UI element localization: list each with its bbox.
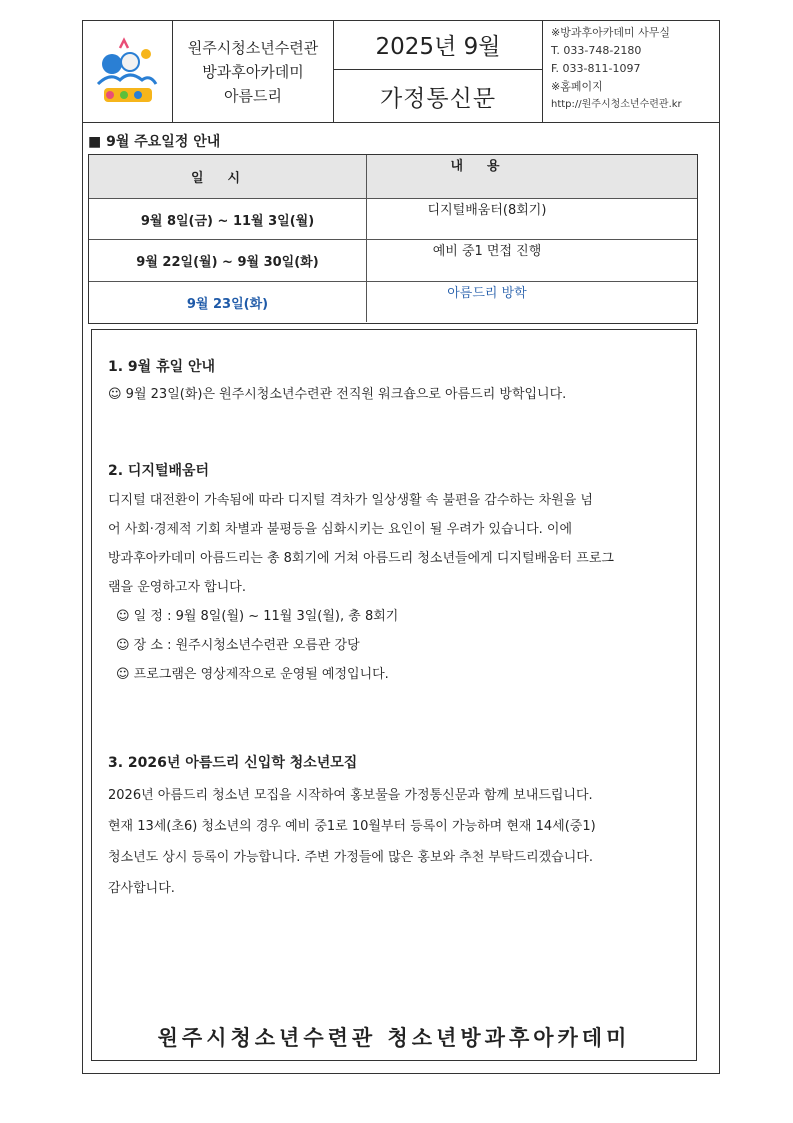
paragraph-line: 디지털 대전환이 가속됨에 따라 디지털 격차가 일상생활 속 불편을 감수하는 차원을 넘 xyxy=(108,493,593,508)
homepage-label: ※홈페이지 xyxy=(551,80,603,93)
section-holiday xyxy=(108,356,688,409)
row-content: 디지털배움터(8회기) xyxy=(427,203,547,218)
issue-date: 2025년 9월 xyxy=(334,20,542,70)
schedule-title: ■ 9월 주요일정 안내 xyxy=(88,134,221,150)
table-row xyxy=(89,199,697,240)
section-heading: 1. 9월 휴일 안내 xyxy=(108,359,216,375)
section-heading: 3. 2026년 아름드리 신입학 청소년모집 xyxy=(108,755,358,771)
notice-body-box xyxy=(91,329,697,1061)
paragraph-line: 청소년도 상시 등록이 가능합니다. 주변 가정들에 많은 홍보와 추천 부탁드리겠습니다. xyxy=(108,850,593,865)
row-date: 9월 22일(월) ~ 9월 30일(화) xyxy=(89,240,367,281)
org-line-3: 아름드리 xyxy=(224,86,282,105)
bullet-location: ☺ 장 소 : 원주시청소년수련관 오름관 강당 xyxy=(116,638,360,653)
row-date: 9월 8일(금) ~ 11월 3일(월) xyxy=(89,199,367,239)
table-row xyxy=(89,240,697,282)
org-line-1: 원주시청소년수련관 xyxy=(187,38,319,57)
homepage-url[interactable]: http://원주시청소년수련관.kr xyxy=(551,99,682,110)
schedule-header-row xyxy=(89,155,697,199)
bullet-schedule: ☺ 일 정 : 9월 8일(월) ~ 11월 3일(월), 총 8회기 xyxy=(116,609,399,624)
table-row xyxy=(89,282,697,322)
paragraph-line: 2026년 아름드리 청소년 모집을 시작하여 홍보물을 가정통신문과 함께 보내드립니다. xyxy=(108,788,593,803)
row-content: 아름드리 방학 xyxy=(447,286,527,301)
paragraph-line: 방과후아카데미 아름드리는 총 8회기에 거쳐 아름드리 청소년들에게 디지털배움터 프로그 xyxy=(108,551,614,566)
title-cell xyxy=(334,20,543,123)
office-label: ※방과후아카데미 사무실 xyxy=(551,26,670,39)
phone-number: T. 033-748-2180 xyxy=(551,44,642,57)
header-content: 내용 xyxy=(450,159,524,174)
document-title: 가정통신문 xyxy=(379,86,497,112)
contact-info xyxy=(543,24,720,114)
paragraph-line: ☺ 9월 23일(화)은 원주시청소년수련관 전직원 워크숍으로 아름드리 방학입니다. xyxy=(108,387,567,402)
bullet-program: ☺ 프로그램은 영상제작으로 운영될 예정입니다. xyxy=(116,667,389,682)
header-date: 일시 xyxy=(89,155,367,198)
row-date: 9월 23일(화) xyxy=(89,282,367,322)
section-digital xyxy=(108,460,688,689)
section-recruitment xyxy=(108,752,688,904)
organization-name xyxy=(173,20,334,123)
paragraph-line: 현재 13세(초6) 청소년의 경우 예비 중1로 10월부터 등록이 가능하며 현재 14세(중1) xyxy=(108,819,596,834)
footer-signature: 원주시청소년수련관 청소년방과후아카데미 xyxy=(157,1026,631,1050)
schedule-table xyxy=(88,154,698,324)
letter-header xyxy=(82,20,720,123)
academy-logo xyxy=(90,34,164,110)
section-heading: 2. 디지털배움터 xyxy=(108,463,210,479)
paragraph-line: 어 사회·경제적 기회 차별과 불평등을 심화시키는 요인이 될 우려가 있습니다. 이에 xyxy=(108,522,573,537)
fax-number: F. 033-811-1097 xyxy=(551,62,641,75)
logo-cell xyxy=(82,20,173,123)
org-line-2: 방과후아카데미 xyxy=(202,62,304,81)
paragraph-line: 감사합니다. xyxy=(108,881,175,896)
row-content: 예비 중1 면접 진행 xyxy=(432,244,542,259)
paragraph-line: 램을 운영하고자 합니다. xyxy=(108,580,246,595)
